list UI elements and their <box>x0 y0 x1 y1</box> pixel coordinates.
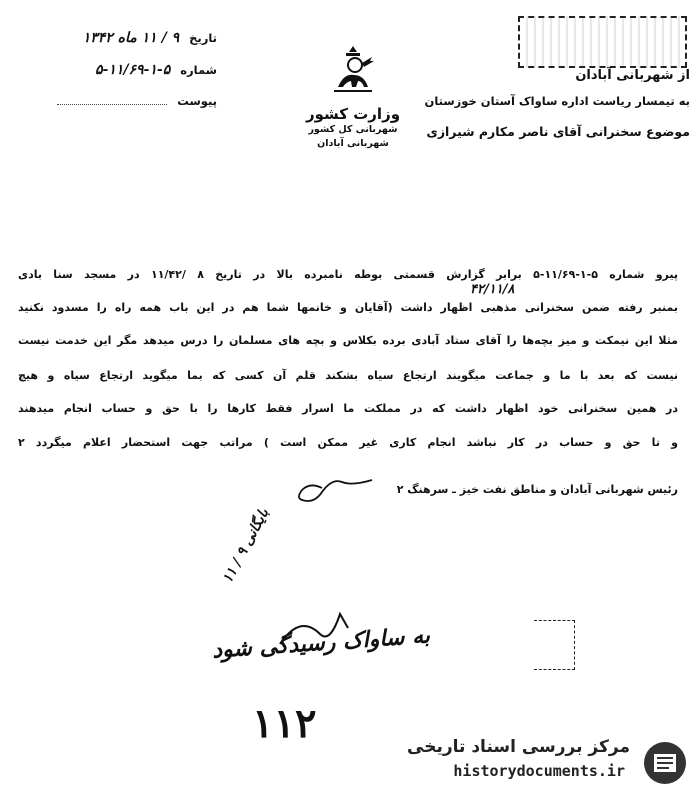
footer-url: historydocuments.ir <box>453 762 625 780</box>
number-label: شماره <box>180 63 217 77</box>
footer-org: مرکز بررسی اسناد تاریخی <box>407 737 630 757</box>
signature-scribble-icon <box>292 472 382 512</box>
handwritten-note-date: بایگانی ۹ / ۱۱ <box>219 506 273 586</box>
body-line-5: در همین سخنرانی خود اظهار داشت که در مملکت ما اسرار فقط کارها را با حق و حساب انجام میدهند <box>18 402 678 415</box>
body-line-1: پیرو شماره ۵-۱-۱۱/۶۹-۵ برابر گزارش قسمتی بوطه نامبرده بالا در تاریخ ۸ /۱۱/۴۲ در مسجد سنا بادی <box>18 268 678 281</box>
attachment-blank <box>57 104 167 105</box>
body-line-4: نیست که بعد با ما و جماعت میگویند ارتجاع سیاه بشکند قلم آن کسی که بما میگوید ارتجاع سیاه و هیچ <box>18 369 678 382</box>
number-value: ۵-۱-۱۱/۶۹-۵ <box>95 62 171 78</box>
lion-and-sun-emblem-icon <box>328 43 378 95</box>
body-line-6: و تا حق و حساب در کار نباشد انجام کاری غیر ممکن است ) مراتب جهت استحضار اعلام میگردد ۲ <box>18 436 678 449</box>
to-line: از شهربانی آبادان <box>575 68 690 83</box>
handwritten-flourish-icon <box>270 604 370 654</box>
subject-line: موضوع سخنرانی آقای ناصر مکارم شیرازی <box>426 124 690 139</box>
handwritten-number: ۱۱۲ <box>252 700 317 747</box>
archive-logo-icon <box>642 740 688 786</box>
handwritten-note: به ساواک رسیدگی شود <box>211 622 431 664</box>
to-sub-line: به تیمسار ریاست اداره ساواک آستان خوزستان <box>424 94 690 108</box>
handwritten-ref <box>470 282 514 297</box>
number-row <box>22 62 217 78</box>
received-stamp-box <box>518 16 687 68</box>
bottom-stamp-frame <box>534 620 575 670</box>
attachment-label: پیوست <box>177 94 217 108</box>
date-label: تاریخ <box>189 31 217 45</box>
handwritten-ref-text: ۴۲/۱۱/۸ <box>470 282 515 297</box>
body-line-2: بمنبر رفته ضمن سخنرانی مذهبی اظهار داشت (آقایان و خانمها شما هم در این باب همه راه را مسدود نکنید <box>18 301 678 314</box>
body-line-3: مثلا این نیمکت و میز بچه‌ها را آقای ستاد آبادی برده بکلاس و بچه های مسلمان را درس میدهد مگر این خدمت نیست <box>18 334 678 347</box>
date-value: ۹ / ۱۱ ماه ۱۳۴۲ <box>82 30 180 46</box>
date-row <box>22 30 217 46</box>
signature-title: رئیس شهربانی آبادان و مناطق نفت خیز ـ سرهنگ ۲ <box>396 483 678 496</box>
attachment-row <box>22 94 217 108</box>
ministry-line2: شهربانی آبادان <box>317 138 389 149</box>
ministry-line1: شهربانی کل کشور <box>308 124 398 135</box>
ministry-title: وزارت کشور <box>305 105 401 123</box>
